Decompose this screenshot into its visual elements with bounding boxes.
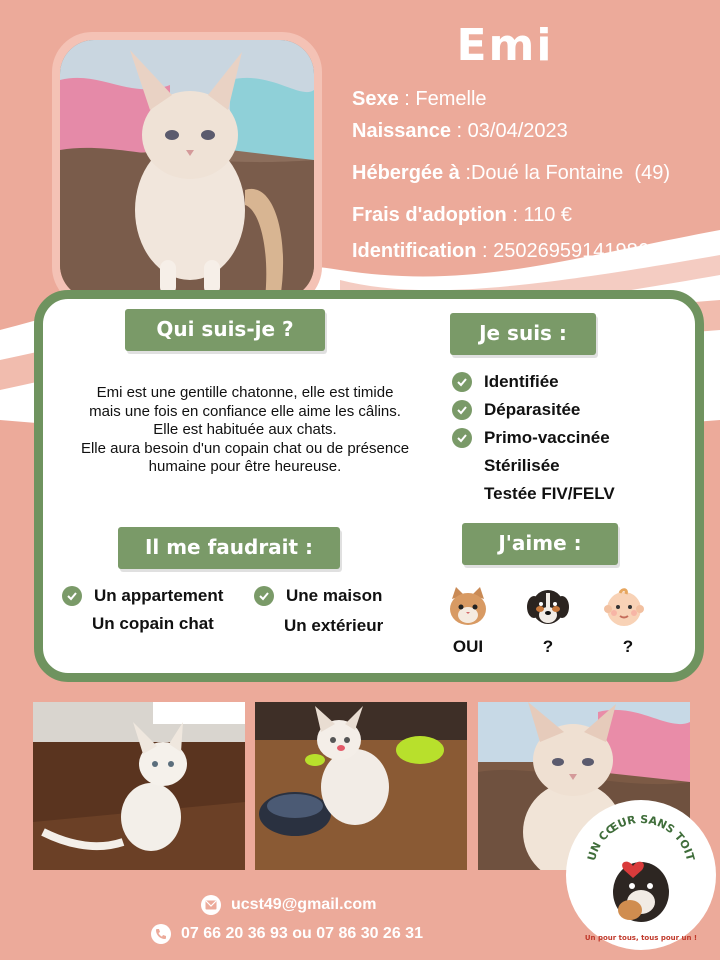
- fee-label: Frais d'adoption: [352, 204, 507, 226]
- phone-text[interactable]: 07 66 20 36 93 ou 07 86 30 26 31: [181, 925, 423, 942]
- association-logo: [566, 800, 716, 950]
- needs-title: Il me faudrait :: [118, 527, 340, 569]
- baby-icon: [602, 585, 646, 629]
- status-label: Déparasitée: [484, 400, 581, 419]
- likes-cat-value: OUI: [452, 637, 484, 656]
- id-label: Identification: [352, 240, 477, 262]
- fee-line: Frais d'adoption : 110 €: [352, 204, 573, 226]
- need-item: Un copain chat: [92, 614, 214, 633]
- sex-label: Sexe: [352, 88, 399, 110]
- status-item: Stérilisée: [484, 456, 560, 475]
- about-text: [60, 384, 430, 477]
- about-line: mais une fois en confiance elle aime les câlins.: [89, 402, 401, 420]
- about-line: Elle aura besoin d'un copain chat ou de présence: [80, 439, 410, 457]
- pet-name: Emi: [456, 20, 554, 71]
- check-icon: [452, 428, 472, 448]
- status-label: Identifiée: [484, 372, 559, 391]
- email-line[interactable]: [201, 895, 376, 915]
- need-item: [254, 584, 383, 608]
- likes-baby-value: ?: [622, 637, 634, 656]
- birth-value: 03/04/2023: [467, 120, 568, 142]
- fee-value: 110 €: [523, 204, 573, 226]
- logo-name: UN CŒUR SANS TOIT: [584, 812, 698, 863]
- need-item: [62, 584, 223, 608]
- need-item: Un extérieur: [284, 616, 384, 635]
- host-label: Hébergée à: [352, 162, 460, 184]
- status-title: Je suis :: [450, 313, 596, 355]
- host-value: Doué la Fontaine (49): [470, 162, 670, 184]
- status-item: [452, 424, 615, 452]
- host-line: Hébergée à :Doué la Fontaine (49): [352, 162, 670, 184]
- check-icon: [452, 372, 472, 392]
- about-line: Emi est une gentille chatonne, elle est timide: [96, 384, 394, 401]
- need-label: Une maison: [286, 586, 383, 605]
- status-item: Testée FIV/FELV: [484, 484, 615, 503]
- main-cat-photo: [60, 40, 314, 299]
- about-line: humaine pour être heureuse.: [148, 458, 342, 475]
- needs-col2: [254, 584, 383, 636]
- email-text[interactable]: ucst49@gmail.com: [231, 896, 377, 913]
- about-line: Elle est habituée aux chats.: [153, 421, 337, 438]
- check-icon: [62, 586, 82, 606]
- dog-icon: [526, 585, 570, 629]
- birth-label: Naissance: [352, 120, 451, 142]
- need-label: Un appartement: [94, 586, 224, 605]
- birth-line: Naissance : 03/04/2023: [352, 120, 568, 142]
- needs-col1: [62, 584, 223, 634]
- id-value: 250269591419864: [493, 240, 660, 262]
- cat-icon: [446, 585, 490, 629]
- sex-value: Femelle: [415, 88, 487, 110]
- logo-tagline: Un pour tous, tous pour un !: [584, 934, 698, 942]
- likes-dog-value: ?: [542, 637, 554, 656]
- cat-photo-1: [33, 702, 245, 870]
- cat-photo-2: [255, 702, 467, 870]
- check-icon: [254, 586, 274, 606]
- likes-title: J'aime :: [462, 523, 618, 565]
- svg-text:UN CŒUR SANS TOIT: [585, 813, 697, 863]
- about-title: Qui suis-je ?: [125, 309, 325, 351]
- check-icon: [452, 400, 472, 420]
- status-item: [452, 396, 615, 424]
- status-item: [452, 368, 615, 396]
- status-label: Primo-vaccinée: [484, 428, 610, 447]
- phone-icon: [151, 924, 171, 944]
- status-list: [452, 368, 615, 508]
- sex-line: Sexe : Femelle: [352, 88, 487, 110]
- phone-line[interactable]: [151, 924, 423, 944]
- id-line: Identification : 250269591419864: [352, 240, 660, 262]
- mail-icon: [201, 895, 221, 915]
